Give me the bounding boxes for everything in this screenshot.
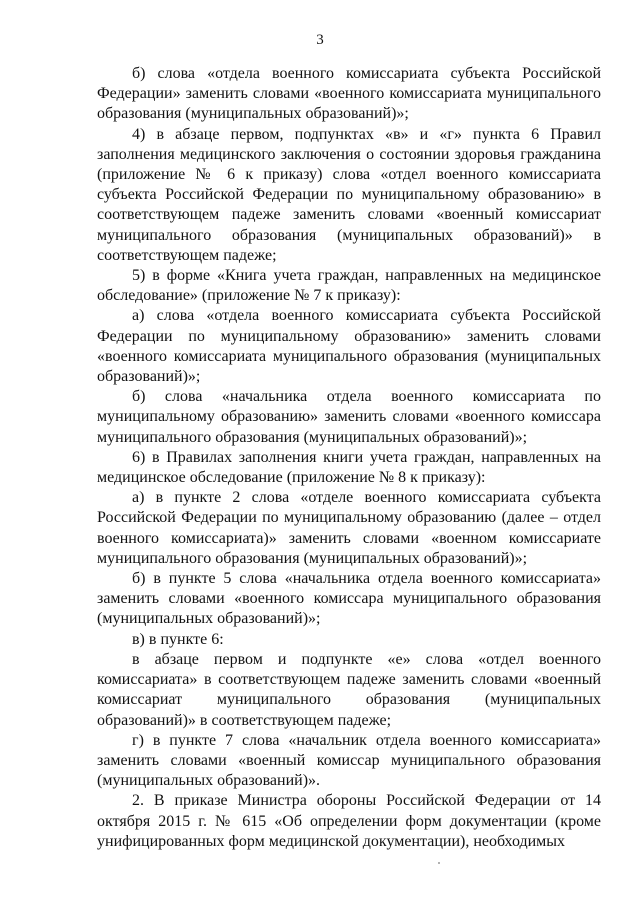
paragraph-item-6v-first-paragraph: в абзаце первом и подпункте «е» слова «отдел военного комиссариата» в соответствующем падеже заменить словами «военный комиссариат муниципального образования (муниципальных образований)» в соответствующем падеже; [97, 650, 601, 729]
paragraph-item-5b: б) слова «начальника отдела военного комиссариата по муниципальному образованию» заменить словами «военного комиссара муниципального образования (муниципальных образований)»; [97, 388, 601, 446]
paragraph-item-4: 4) в абзаце первом, подпунктах «в» и «г» пункта 6 Правил заполнения медицинского заключения о состоянии здоровья гражданина (приложение № 6 к приказу) слова «отдел военного комиссариата субъекта Российской Федерации по муниципальному образованию» в соответствующем падеже заменить словами «военный комиссариат муниципального образования (муниципальных образований)» в соответствующем падеже; [97, 125, 601, 264]
paragraph-item-5a: а) слова «отдела военного комиссариата субъекта Российской Федерации по муниципальному образованию» заменить словами «военного комиссариата муниципального образования (муниципальных образований)»; [97, 307, 601, 386]
paragraph-item-6: 6) в Правилах заполнения книги учета граждан, направленных на медицинское обследование (приложение № 8 к приказу): [97, 448, 601, 487]
paragraph-item-6b: б) в пункте 5 слова «начальника отдела военного комиссариата» заменить словами «военного комиссара муниципального образования (муниципальных образований)»; [97, 570, 601, 628]
paragraph-item-6a: а) в пункте 2 слова «отделе военного комиссариата субъекта Российской Федерации по муниципальному образованию (далее – отдел военного комиссариата)» заменить словами «военном комиссариате муниципального образования (муниципальных образований)»; [97, 489, 601, 567]
paragraph-item-6v: в) в пункте 6: [132, 630, 224, 648]
paragraph-item-6g: г) в пункте 7 слова «начальник отдела военного комиссариата» заменить словами «военный комиссар муниципального образования (муниципальных образований)». [97, 731, 601, 790]
paragraph-item-2-order-615: 2. В приказе Министра обороны Российской Федерации от 14 октября 2015 г. № 615 «Об определении форм документации (кроме унифицированных форм медицинской документации), необходимых [97, 792, 601, 850]
document-body [97, 64, 601, 852]
paragraph-item-b-words: б) слова «отдела военного комиссариата субъекта Российской Федерации» заменить словами «военного комиссариата муниципального образования (муниципальных образований)»; [97, 65, 601, 123]
scan-speck [438, 862, 440, 864]
paragraph-item-5: 5) в форме «Книга учета граждан, направленных на медицинское обследование» (приложение № 7 к приказу): [97, 267, 601, 305]
page-number: 3 [316, 32, 324, 48]
